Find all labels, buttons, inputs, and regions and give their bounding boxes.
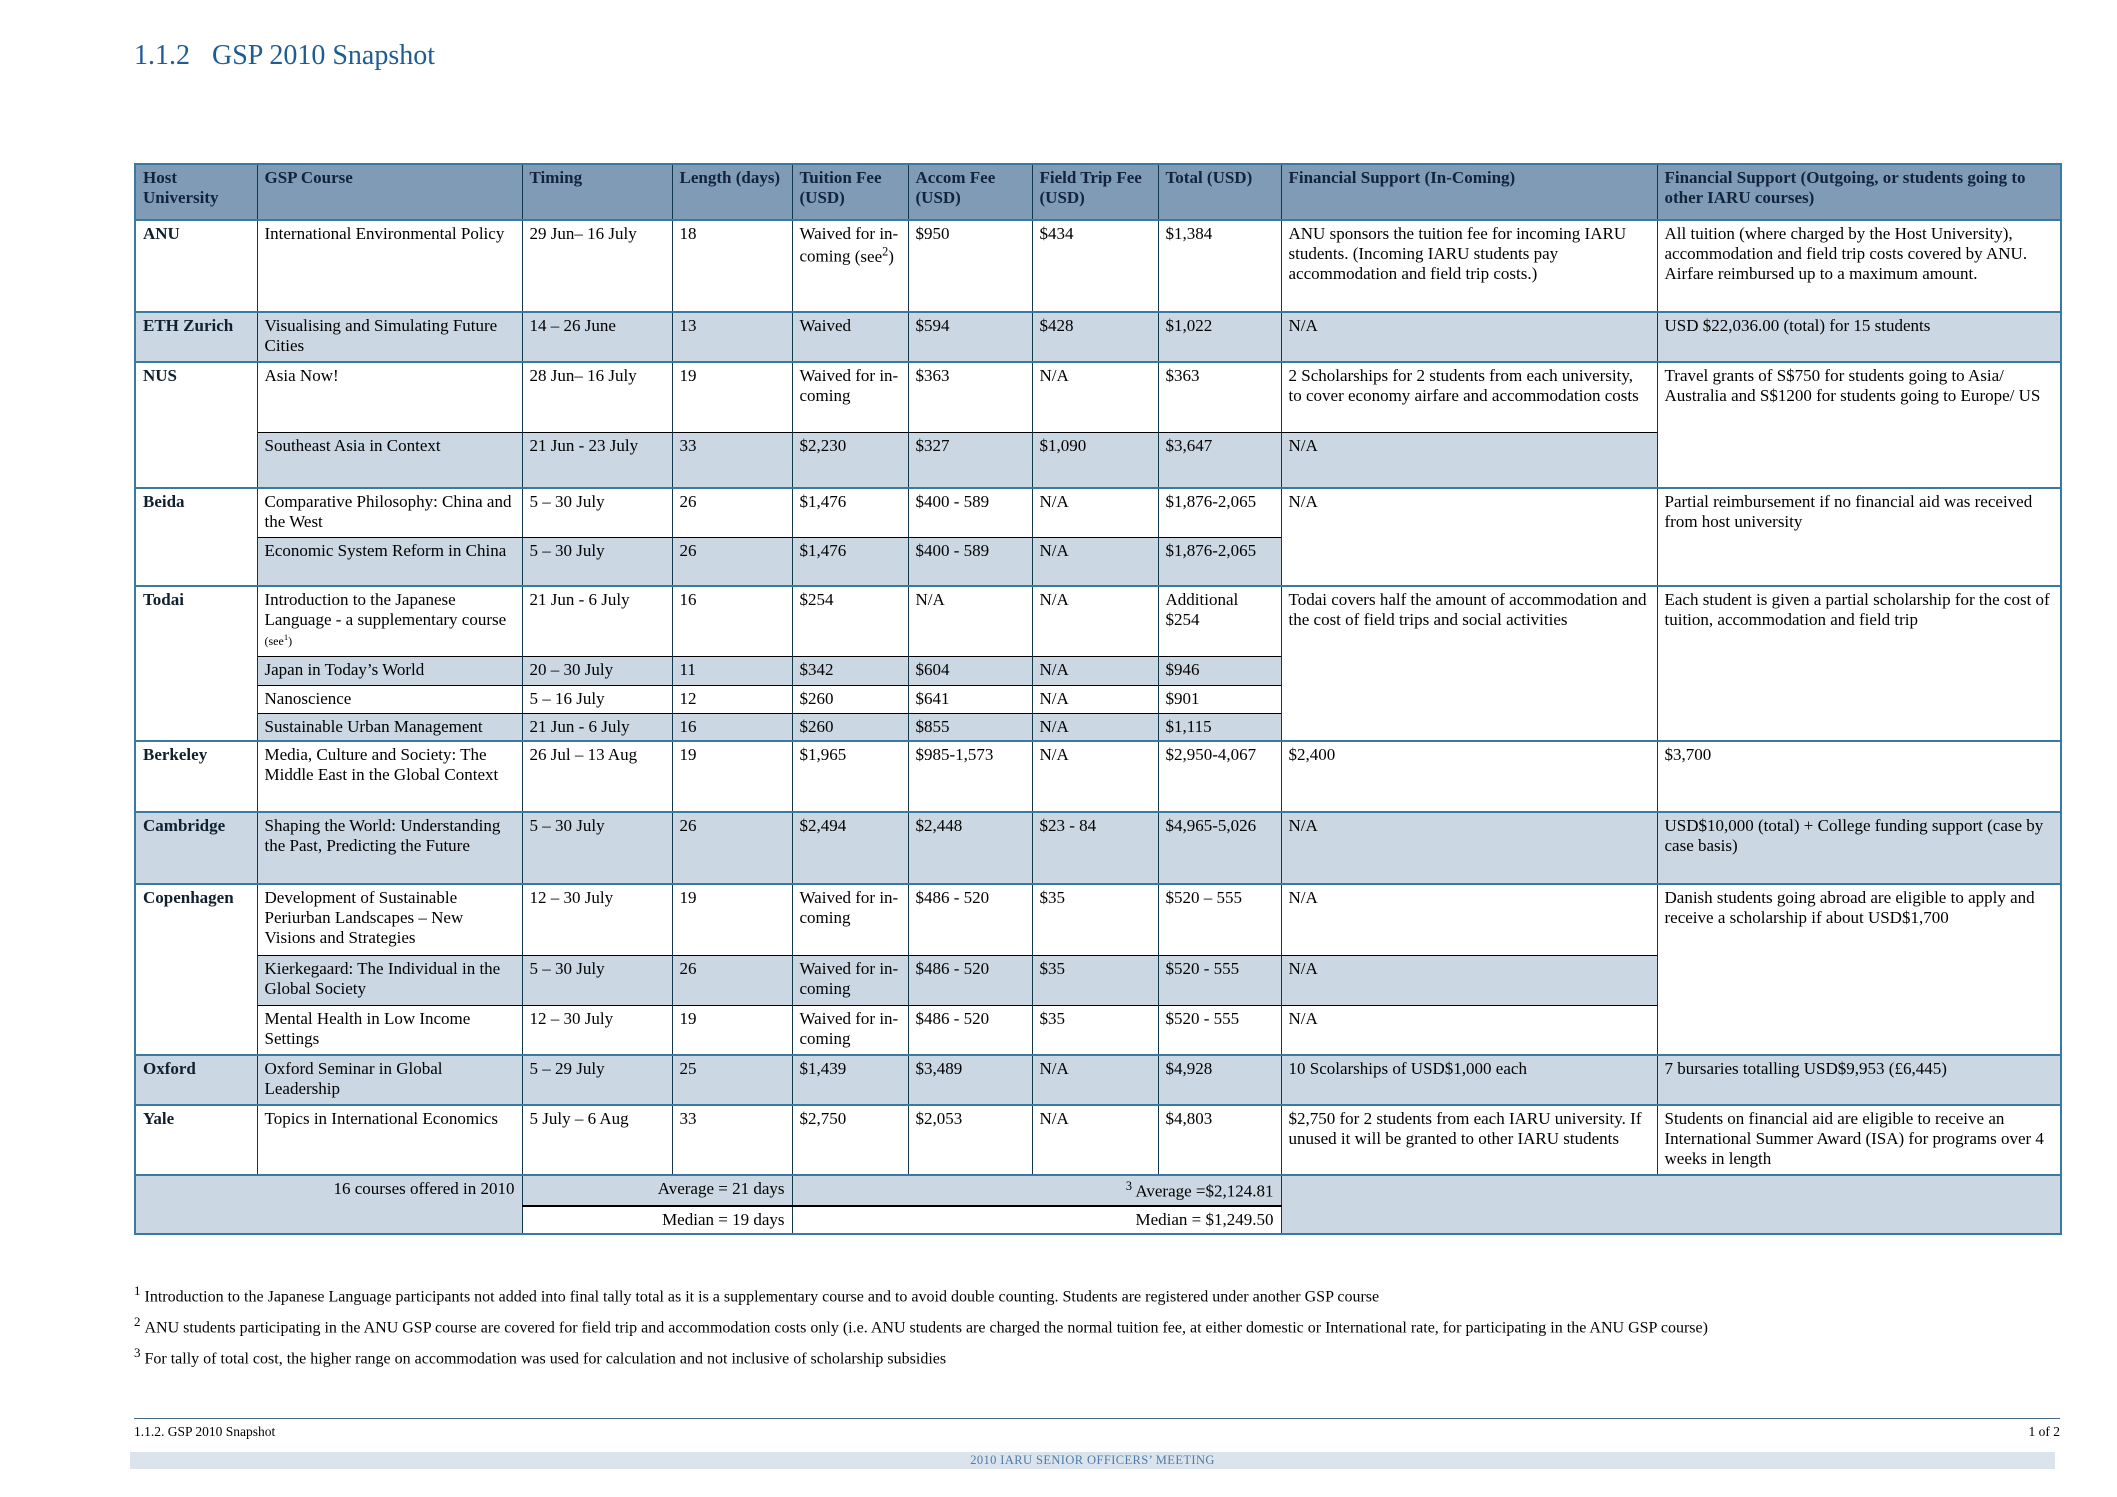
course-cell: Topics in International Economics [257,1105,522,1175]
fin-in-cell: N/A [1281,432,1657,488]
col-header-host: Host University [135,164,257,220]
tuition-cell: $1,965 [792,741,908,812]
fieldtrip-cell: N/A [1032,586,1158,656]
accom-cell: N/A [908,586,1032,656]
timing-cell: 21 Jun - 23 July [522,432,672,488]
tuition-cell: Waived for in-coming [792,362,908,432]
tuition-cell: Waived for in-coming [792,955,908,1005]
timing-cell: 5 – 16 July [522,685,672,713]
fieldtrip-cell: $35 [1032,1005,1158,1055]
tuition-cell: $254 [792,586,908,656]
tuition-cell: $1,439 [792,1055,908,1105]
fin-out-cell: USD $22,036.00 (total) for 15 students [1657,312,2061,362]
accom-cell: $400 - 589 [908,537,1032,586]
summary-median-cost: Median = $1,249.50 [792,1206,1281,1234]
table-row [135,812,2061,884]
total-cell: $946 [1158,656,1281,685]
length-cell: 12 [672,685,792,713]
accom-cell: $2,448 [908,812,1032,884]
fieldtrip-cell: N/A [1032,1055,1158,1105]
fin-in-cell: N/A [1281,312,1657,362]
footer-page-number: 1 of 2 [2028,1424,2060,1439]
timing-cell: 21 Jun - 6 July [522,586,672,656]
page-title [134,40,435,72]
col-header-accom: Accom Fee (USD) [908,164,1032,220]
tuition-cell: $1,476 [792,488,908,537]
summary-right-blank [1281,1175,2061,1234]
table-row [135,741,2061,812]
fieldtrip-cell: $35 [1032,955,1158,1005]
col-header-timing: Timing [522,164,672,220]
fin-out-cell: $3,700 [1657,741,2061,812]
col-header-fin-out: Financial Support (Outgoing, or students going to other IARU courses) [1657,164,2061,220]
tuition-cell: $342 [792,656,908,685]
length-cell: 16 [672,713,792,741]
footer-document-title: 1.1.2. GSP 2010 Snapshot [134,1424,276,1439]
page-title-text: GSP 2010 Snapshot [212,40,436,71]
length-cell: 11 [672,656,792,685]
length-cell: 26 [672,812,792,884]
total-cell: $4,928 [1158,1055,1281,1105]
tuition-cell: Waived for in-coming [792,884,908,955]
timing-cell: 5 – 29 July [522,1055,672,1105]
total-cell: $4,803 [1158,1105,1281,1175]
accom-cell: $594 [908,312,1032,362]
length-cell: 26 [672,537,792,586]
course-cell: Comparative Philosophy: China and the West [257,488,522,537]
page-title-number: 1.1.2 [134,40,190,71]
table-row [135,488,2061,537]
length-cell: 33 [672,1105,792,1175]
total-cell: $2,950-4,067 [1158,741,1281,812]
host-cell: NUS [135,362,257,488]
course-cell: International Environmental Policy [257,220,522,312]
table-row [135,1105,2061,1175]
course-cell: Oxford Seminar in Global Leadership [257,1055,522,1105]
timing-cell: 20 – 30 July [522,656,672,685]
fin-out-cell: Partial reimbursement if no financial aid was received from host university [1657,488,2061,586]
table-row [135,884,2061,955]
fin-in-cell: 2 Scholarships for 2 students from each university, to cover economy airfare and accommodation costs [1281,362,1657,432]
fin-in-cell: $2,400 [1281,741,1657,812]
accom-cell: $486 - 520 [908,884,1032,955]
tuition-cell: $1,476 [792,537,908,586]
accom-cell: $855 [908,713,1032,741]
timing-cell: 5 July – 6 Aug [522,1105,672,1175]
col-header-tuition: Tuition Fee (USD) [792,164,908,220]
fin-in-cell: N/A [1281,1005,1657,1055]
total-cell: $520 - 555 [1158,955,1281,1005]
total-cell: $1,115 [1158,713,1281,741]
fin-in-cell: Todai covers half the amount of accommodation and the cost of field trips and social activities [1281,586,1657,741]
tuition-cell: $2,750 [792,1105,908,1175]
summary-median-days: Median = 19 days [522,1206,792,1234]
timing-cell: 28 Jun– 16 July [522,362,672,432]
length-cell: 16 [672,586,792,656]
fin-out-cell: Students on financial aid are eligible to receive an International Summer Award (ISA) for programs over 4 weeks in length [1657,1105,2061,1175]
fieldtrip-cell: $434 [1032,220,1158,312]
total-cell: $520 - 555 [1158,1005,1281,1055]
length-cell: 26 [672,955,792,1005]
fieldtrip-cell: N/A [1032,713,1158,741]
fieldtrip-cell: N/A [1032,685,1158,713]
timing-cell: 5 – 30 July [522,537,672,586]
accom-cell: $363 [908,362,1032,432]
timing-cell: 26 Jul – 13 Aug [522,741,672,812]
length-cell: 18 [672,220,792,312]
tuition-cell: Waived for in-coming (see$^2$) [792,220,908,312]
length-cell: 33 [672,432,792,488]
total-cell: Additional $254 [1158,586,1281,656]
fieldtrip-cell: $23 - 84 [1032,812,1158,884]
fin-out-cell: Danish students going abroad are eligible to apply and receive a scholarship if about USD$1,700 [1657,884,2061,1055]
total-cell: $901 [1158,685,1281,713]
timing-cell: 5 – 30 July [522,955,672,1005]
fin-in-cell: N/A [1281,884,1657,955]
fin-out-cell: USD$10,000 (total) + College funding support (case by case basis) [1657,812,2061,884]
fin-in-cell: ANU sponsors the tuition fee for incoming IARU students. (Incoming IARU students pay accommodation and field trip costs.) [1281,220,1657,312]
footer-divider [134,1418,2060,1419]
course-cell: Economic System Reform in China [257,537,522,586]
fieldtrip-cell: $35 [1032,884,1158,955]
table-row [135,312,2061,362]
fin-in-cell: N/A [1281,955,1657,1005]
total-cell: $1,022 [1158,312,1281,362]
fieldtrip-cell: $428 [1032,312,1158,362]
timing-cell: 5 – 30 July [522,812,672,884]
accom-cell: $950 [908,220,1032,312]
accom-cell: $3,489 [908,1055,1032,1105]
footnote: $^2$ ANU students participating in the ANU GSP course are covered for field trip and accommodation costs only (i.e. ANU students are charged the normal tuition fee, at either domestic or International rate, for participating in the ANU GSP course) [134,1314,1708,1337]
fieldtrip-cell: N/A [1032,488,1158,537]
course-cell: Sustainable Urban Management [257,713,522,741]
total-cell: $520 – 555 [1158,884,1281,955]
fieldtrip-cell: N/A [1032,741,1158,812]
timing-cell: 21 Jun - 6 July [522,713,672,741]
tuition-cell: $260 [792,713,908,741]
course-cell: Shaping the World: Understanding the Past, Predicting the Future [257,812,522,884]
table-row [135,362,2061,432]
host-cell: Berkeley [135,741,257,812]
fieldtrip-cell: N/A [1032,362,1158,432]
fin-in-cell: $2,750 for 2 students from each IARU university. If unused it will be granted to other IARU students [1281,1105,1657,1175]
host-cell: Yale [135,1105,257,1175]
footnotes [134,1283,2069,1376]
timing-cell: 12 – 30 July [522,884,672,955]
footer-banner [130,1452,2055,1469]
accom-cell: $486 - 520 [908,1005,1032,1055]
tuition-cell: $2,494 [792,812,908,884]
host-cell: Cambridge [135,812,257,884]
length-cell: 19 [672,362,792,432]
accom-cell: $2,053 [908,1105,1032,1175]
fin-out-cell: Each student is given a partial scholarship for the cost of tuition, accommodation and field trip [1657,586,2061,741]
fin-in-cell: N/A [1281,812,1657,884]
fin-out-cell: 7 bursaries totalling USD$9,953 (£6,445) [1657,1055,2061,1105]
footer-banner-text: 2010 IARU SENIOR OFFICERS’ MEETING [970,1453,1215,1467]
timing-cell: 29 Jun– 16 July [522,220,672,312]
fieldtrip-cell: N/A [1032,1105,1158,1175]
total-cell: $363 [1158,362,1281,432]
col-header-fin-in: Financial Support (In-Coming) [1281,164,1657,220]
table-row [135,1055,2061,1105]
header-row [135,164,2061,220]
table-header [135,164,2061,220]
host-cell: ETH Zurich [135,312,257,362]
footnote: $^3$ For tally of total cost, the higher range on accommodation was used for calculation and not inclusive of scholarship subsidies [134,1345,947,1368]
gsp-table [134,163,2062,1235]
col-header-total: Total (USD) [1158,164,1281,220]
fin-in-cell: 10 Scolarships of USD$1,000 each [1281,1055,1657,1105]
course-cell: Nanoscience [257,685,522,713]
length-cell: 19 [672,1005,792,1055]
length-cell: 26 [672,488,792,537]
length-cell: 19 [672,884,792,955]
fieldtrip-cell: N/A [1032,537,1158,586]
accom-cell: $486 - 520 [908,955,1032,1005]
summary-average-days: Average = 21 days [522,1175,792,1206]
accom-cell: $985-1,573 [908,741,1032,812]
summary-row-average [135,1175,2061,1206]
total-cell: $1,876-2,065 [1158,537,1281,586]
table-row [135,586,2061,656]
course-cell: Media, Culture and Society: The Middle East in the Global Context [257,741,522,812]
fin-out-cell: All tuition (where charged by the Host University), accommodation and field trip costs covered by ANU. Airfare reimbursed up to a maximum amount. [1657,220,2061,312]
gsp-table-wrap [134,163,2062,1235]
course-cell: Visualising and Simulating Future Cities [257,312,522,362]
length-cell: 25 [672,1055,792,1105]
total-cell: $3,647 [1158,432,1281,488]
fin-in-cell: N/A [1281,488,1657,586]
timing-cell: 12 – 30 July [522,1005,672,1055]
host-cell: Copenhagen [135,884,257,1055]
course-cell: Japan in Today’s World [257,656,522,685]
course-cell: Mental Health in Low Income Settings [257,1005,522,1055]
accom-cell: $400 - 589 [908,488,1032,537]
summary-average-cost: $^3$ Average =$2,124.81 [792,1175,1281,1206]
host-cell: ANU [135,220,257,312]
fieldtrip-cell: $1,090 [1032,432,1158,488]
fin-out-cell: Travel grants of S$750 for students going to Asia/ Australia and S$1200 for students going to Europe/ US [1657,362,2061,488]
host-cell: Oxford [135,1055,257,1105]
course-cell: Asia Now! [257,362,522,432]
host-cell: Todai [135,586,257,741]
accom-cell: $641 [908,685,1032,713]
course-cell: Southeast Asia in Context [257,432,522,488]
summary-course-count: 16 courses offered in 2010 [135,1175,522,1234]
col-header-length: Length (days) [672,164,792,220]
table-row [135,220,2061,312]
course-cell: Introduction to the Japanese Language - a supplementary course (see$^1$) [257,586,522,656]
course-cell: Kierkegaard: The Individual in the Global Society [257,955,522,1005]
total-cell: $1,384 [1158,220,1281,312]
fieldtrip-cell: N/A [1032,656,1158,685]
length-cell: 13 [672,312,792,362]
accom-cell: $327 [908,432,1032,488]
accom-cell: $604 [908,656,1032,685]
tuition-cell: $260 [792,685,908,713]
tuition-cell: $2,230 [792,432,908,488]
total-cell: $4,965-5,026 [1158,812,1281,884]
footnote: $^1$ Introduction to the Japanese Language participants not added into final tally total as it is a supplementary course and to avoid double counting. Students are registered under another GSP course [134,1283,1380,1306]
total-cell: $1,876-2,065 [1158,488,1281,537]
tuition-cell: Waived for in-coming [792,1005,908,1055]
col-header-fieldtrip: Field Trip Fee (USD) [1032,164,1158,220]
length-cell: 19 [672,741,792,812]
timing-cell: 14 – 26 June [522,312,672,362]
col-header-course: GSP Course [257,164,522,220]
course-cell: Development of Sustainable Periurban Landscapes – New Visions and Strategies [257,884,522,955]
timing-cell: 5 – 30 July [522,488,672,537]
host-cell: Beida [135,488,257,586]
tuition-cell: Waived [792,312,908,362]
